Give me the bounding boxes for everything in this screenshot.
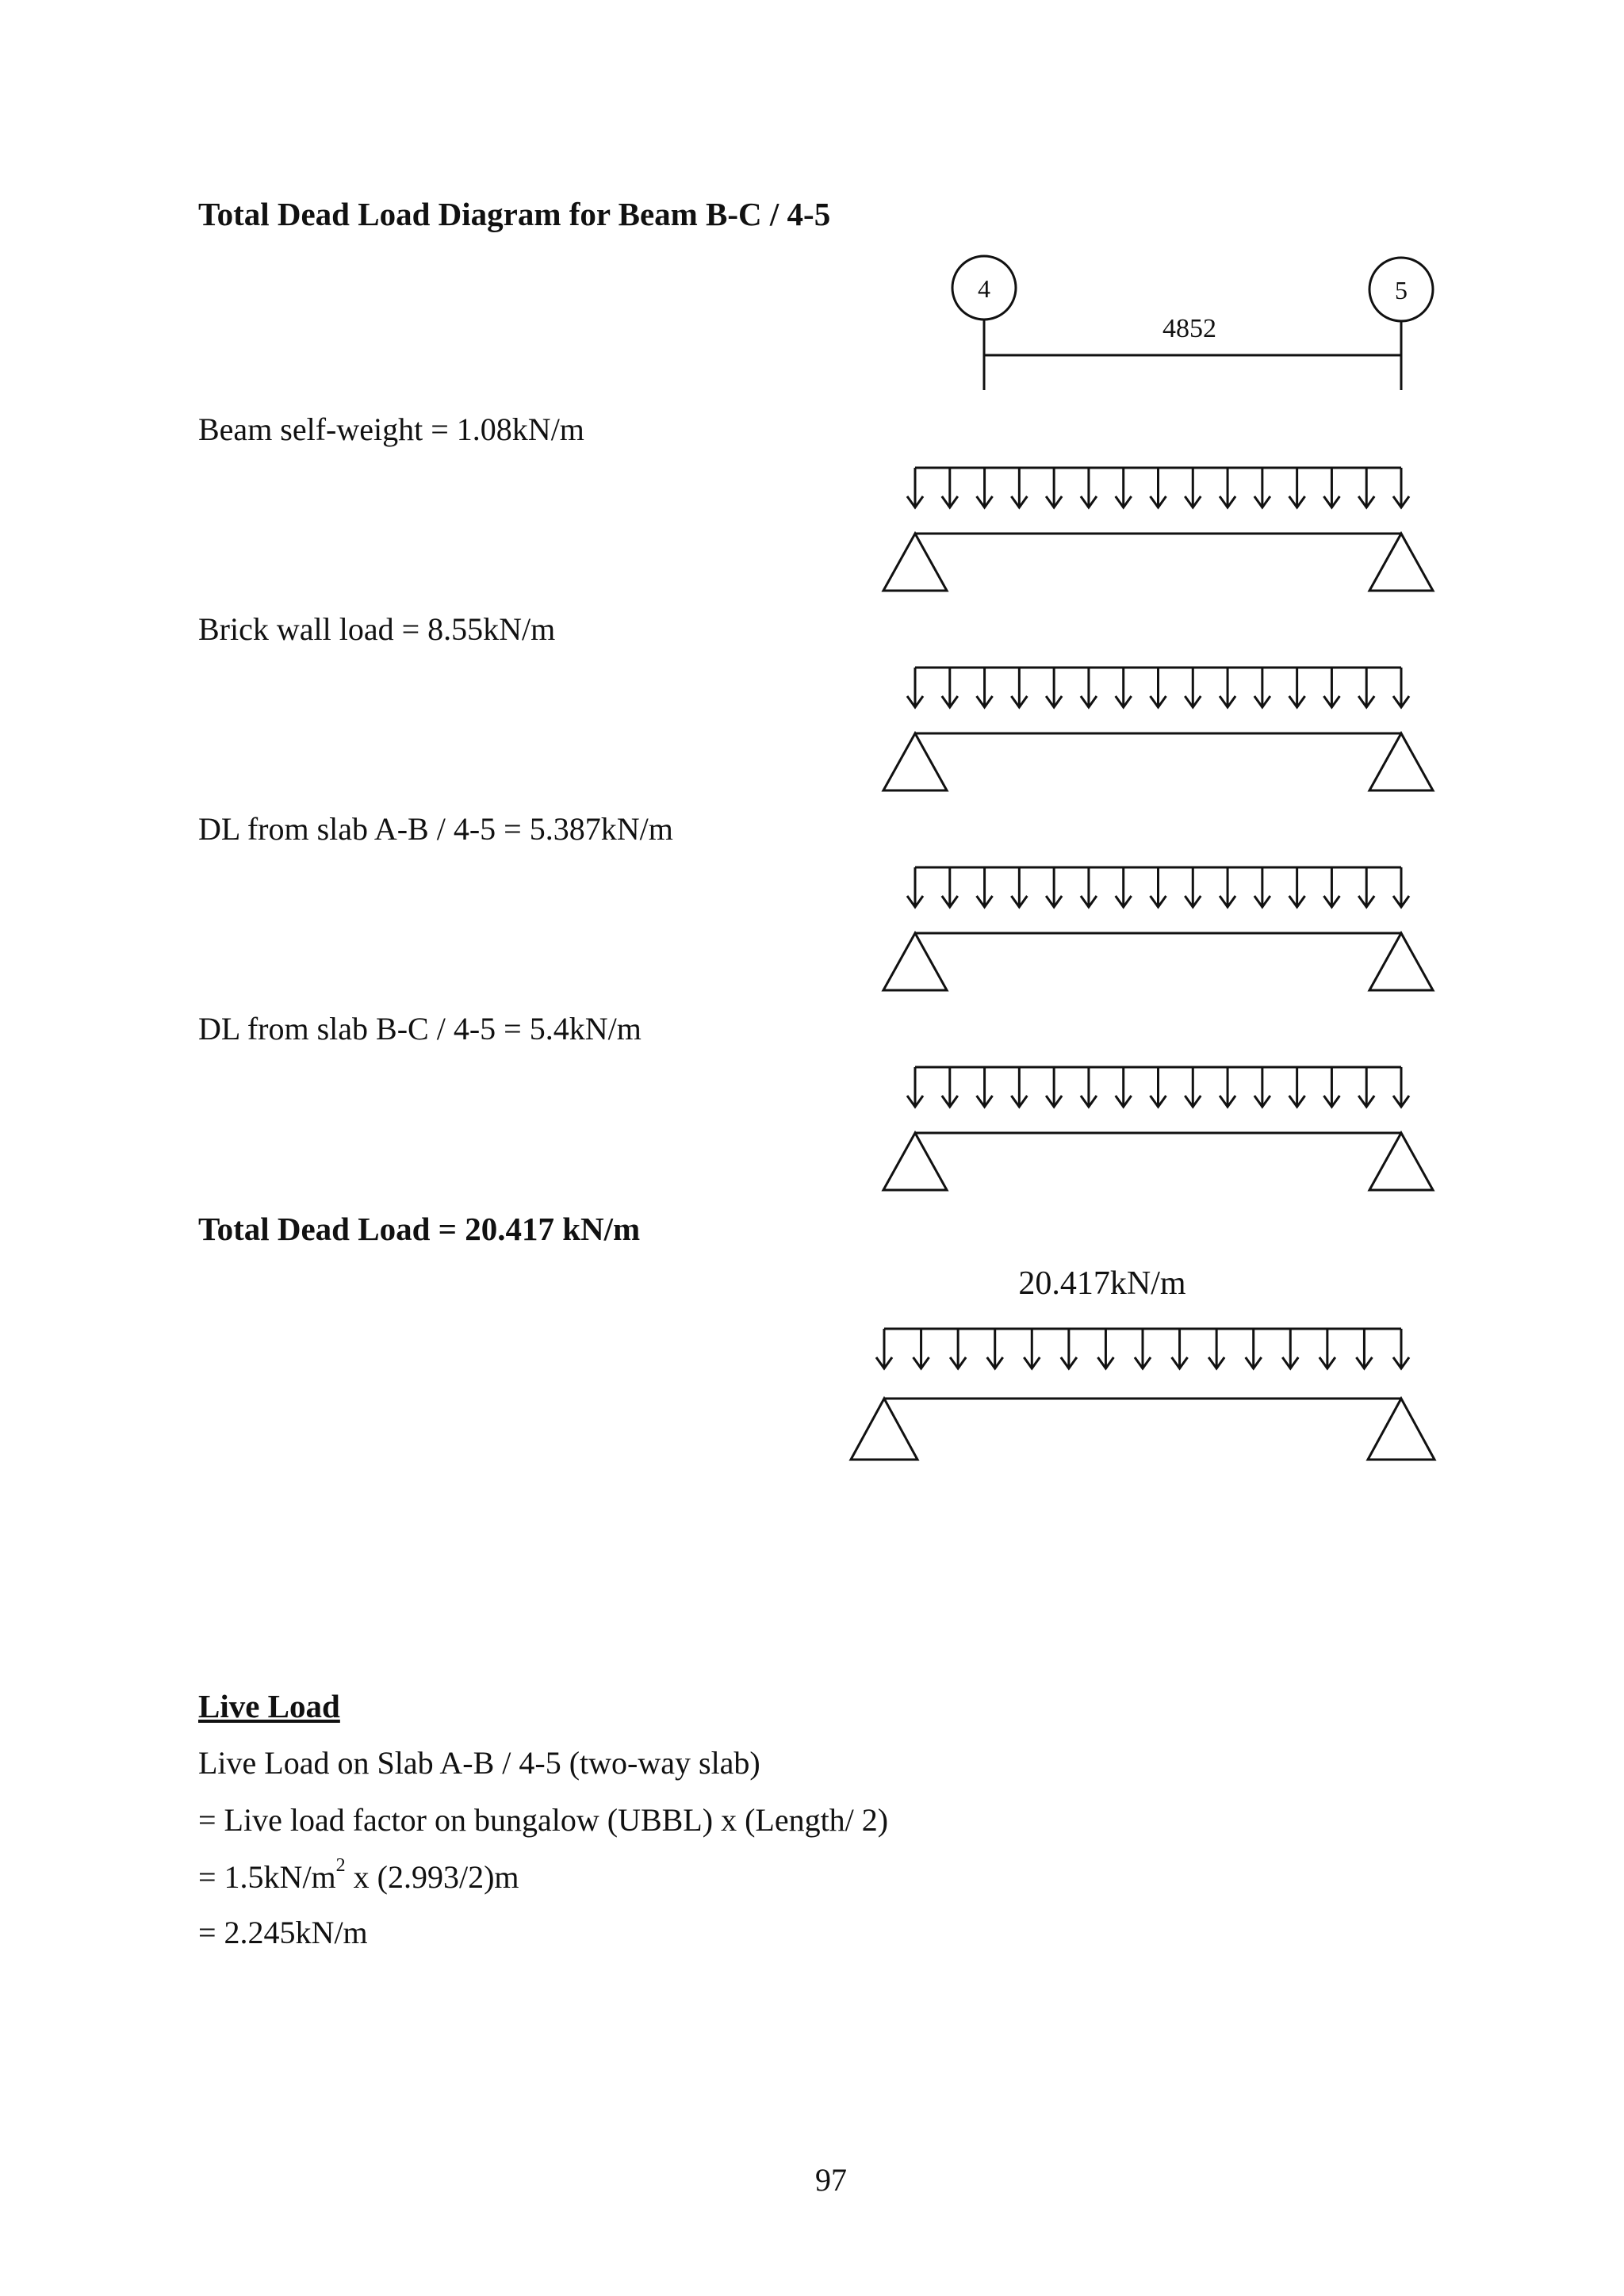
- pin-support-right: [1368, 1399, 1434, 1460]
- total-dead-load-label: Total Dead Load = 20.417 kN/m: [198, 1211, 641, 1247]
- live-load-line-1: Live Load on Slab A-B / 4-5 (two-way slab): [198, 1745, 760, 1781]
- dl-slab-bc-label: DL from slab B-C / 4-5 = 5.4kN/m: [198, 1011, 642, 1047]
- grid-label-4: 4: [978, 274, 990, 303]
- page-title: Total Dead Load Diagram for Beam B-C / 4-5: [198, 196, 831, 232]
- live-load-line-3-part-a: = 1.5kN/m: [198, 1859, 336, 1895]
- pin-support-left: [883, 1133, 947, 1190]
- beam-diagram-2: [883, 668, 1433, 790]
- page-number: 97: [815, 2162, 847, 2198]
- beam-diagram-1: [883, 468, 1433, 591]
- pin-support-left: [883, 534, 947, 591]
- live-load-line-3-part-b: x (2.993/2)m: [345, 1859, 519, 1895]
- dl-slab-ab-label: DL from slab A-B / 4-5 = 5.387kN/m: [198, 811, 673, 847]
- pin-support-right: [1369, 733, 1433, 790]
- brick-wall-load-label: Brick wall load = 8.55kN/m: [198, 611, 556, 647]
- beam-diagram-3: [883, 867, 1433, 990]
- pin-support-right: [1369, 1133, 1433, 1190]
- beam-diagram-5: [851, 1329, 1434, 1460]
- live-load-heading: Live Load: [198, 1688, 340, 1724]
- beam-diagram-4: [883, 1067, 1433, 1190]
- live-load-line-2: = Live load factor on bungalow (UBBL) x (Length/ 2): [198, 1802, 889, 1838]
- superscript-2: 2: [335, 1855, 346, 1876]
- total-load-diagram-label: 20.417kN/m: [1018, 1265, 1186, 1302]
- pin-support-left: [883, 733, 947, 790]
- pin-support-right: [1369, 933, 1433, 990]
- pin-support-right: [1369, 534, 1433, 591]
- grid-label-5: 5: [1395, 276, 1408, 304]
- beam-load-diagrams: [851, 468, 1434, 1460]
- pin-support-left: [851, 1399, 917, 1460]
- pin-support-left: [883, 933, 947, 990]
- beam-self-weight-label: Beam self-weight = 1.08kN/m: [198, 411, 584, 447]
- span-dimension-label: 4852: [1162, 314, 1216, 343]
- live-load-line-4: = 2.245kN/m: [198, 1915, 368, 1950]
